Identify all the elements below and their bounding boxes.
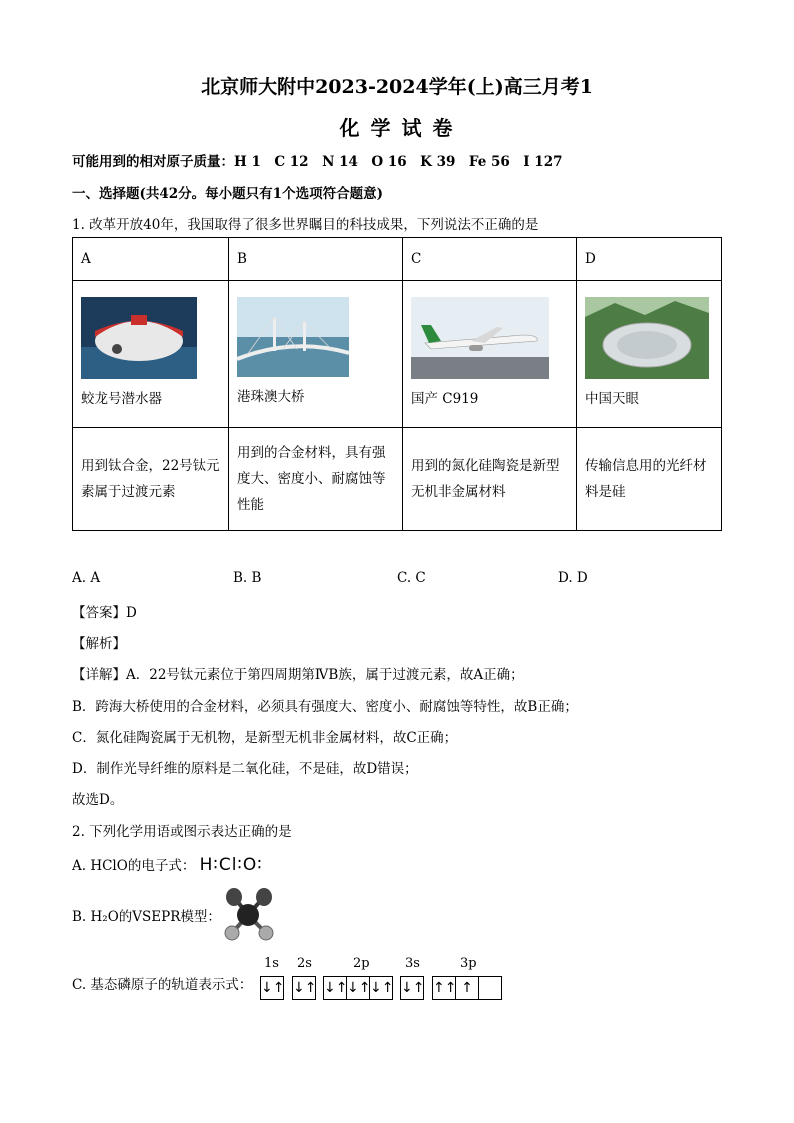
detail-line: 【详解】A．22号钛元素位于第四周期第ⅣB族，属于过渡元素，故A正确； xyxy=(72,667,524,683)
col-header-d: D xyxy=(577,238,722,281)
orbital-box xyxy=(479,977,501,999)
orbital-label-3s: 3s xyxy=(405,956,420,971)
q2-option-c: C. 基态磷原子的轨道表示式： xyxy=(72,977,253,993)
orbital-2s xyxy=(292,976,316,1000)
col-header-b: B xyxy=(229,238,403,281)
cell-image-a xyxy=(73,281,229,428)
orbital-3s xyxy=(400,976,424,1000)
orbital-box: ↓↑ xyxy=(370,980,394,996)
analysis-label: 【解析】 xyxy=(72,636,126,652)
vsepr-model-image xyxy=(218,885,280,943)
detail-line: C．氮化硅陶瓷属于无机物，是新型无机非金属材料，故C正确； xyxy=(72,730,458,746)
option-a-label: A. HClO的电子式： xyxy=(72,858,196,874)
orbital-1s xyxy=(260,976,284,1000)
submersible-image xyxy=(81,297,197,379)
section-heading: 一、选择题(共42分。每小题只有1个选项符合题意) xyxy=(72,186,383,202)
orbital-box: ↓↑ xyxy=(293,980,317,996)
choice-b: B. B xyxy=(233,570,262,586)
caption-a: 蛟龙号潜水器 xyxy=(81,391,162,407)
choice-d: D. D xyxy=(558,570,588,586)
choice-c: C. C xyxy=(397,570,426,586)
cell-image-d xyxy=(577,281,722,428)
detail-line: B．跨海大桥使用的合金材料，必须具有强度大、密度小、耐腐蚀等特性，故B正确； xyxy=(72,699,578,715)
orbital-box: ↑↑ xyxy=(433,977,456,999)
caption-b: 港珠澳大桥 xyxy=(237,389,305,405)
caption-d: 中国天眼 xyxy=(585,391,639,407)
orbital-label-2p: 2p xyxy=(353,956,370,971)
q2-option-b: B. H₂O的VSEPR模型： xyxy=(72,909,221,925)
orbital-box: ↓↑ xyxy=(261,980,285,996)
choice-a: A. A xyxy=(72,570,101,586)
telescope-image xyxy=(585,297,709,379)
bridge-image xyxy=(237,297,349,377)
statement-d: 传输信息用的光纤材料是硅 xyxy=(577,428,722,531)
subject-title: 化 学 试 卷 xyxy=(339,116,455,140)
atomic-masses: 可能用到的相对原子质量：H 1 C 12 N 14 O 16 K 39 Fe 56 I 127 xyxy=(72,154,563,170)
cell-image-c xyxy=(403,281,577,428)
page-title: 北京师大附中2023-2024学年(上)高三月考1 xyxy=(201,76,593,98)
orbital-box: ↓↑ xyxy=(401,980,425,996)
orbital-box: ↓↑ xyxy=(324,977,347,999)
orbital-label-1s: 1s xyxy=(264,956,279,971)
detail-line: D．制作光导纤维的原料是二氧化硅，不是硅，故D错误； xyxy=(72,761,418,777)
answer: 【答案】D xyxy=(72,605,137,621)
q1-stem: 1. 改革开放40年，我国取得了很多世界瞩目的科技成果，下列说法不正确的是 xyxy=(72,217,539,233)
statement-b: 用到的合金材料，具有强度大、密度小、耐腐蚀等性能 xyxy=(229,428,403,531)
orbital-label-2s: 2s xyxy=(297,956,312,971)
orbital-box: ↓↑ xyxy=(347,977,370,999)
electron-formula: H∶Cl∶O∶ xyxy=(199,855,263,875)
q1-options-table xyxy=(72,237,722,531)
statement-c: 用到的氮化硅陶瓷是新型无机非金属材料 xyxy=(403,428,577,531)
q2-stem: 2. 下列化学用语或图示表达正确的是 xyxy=(72,824,292,840)
detail-line: 故选D。 xyxy=(72,792,124,808)
orbital-label-3p: 3p xyxy=(460,956,477,971)
q2-option-a xyxy=(72,854,263,875)
orbital-2p xyxy=(323,976,393,1000)
col-header-a: A xyxy=(73,238,229,281)
statement-a: 用到钛合金，22号钛元素属于过渡元素 xyxy=(73,428,229,531)
caption-c: 国产 C919 xyxy=(411,391,479,407)
orbital-3p xyxy=(432,976,502,1000)
cell-image-b xyxy=(229,281,403,428)
airplane-image xyxy=(411,297,549,379)
orbital-box: ↑ xyxy=(456,977,479,999)
col-header-c: C xyxy=(403,238,577,281)
